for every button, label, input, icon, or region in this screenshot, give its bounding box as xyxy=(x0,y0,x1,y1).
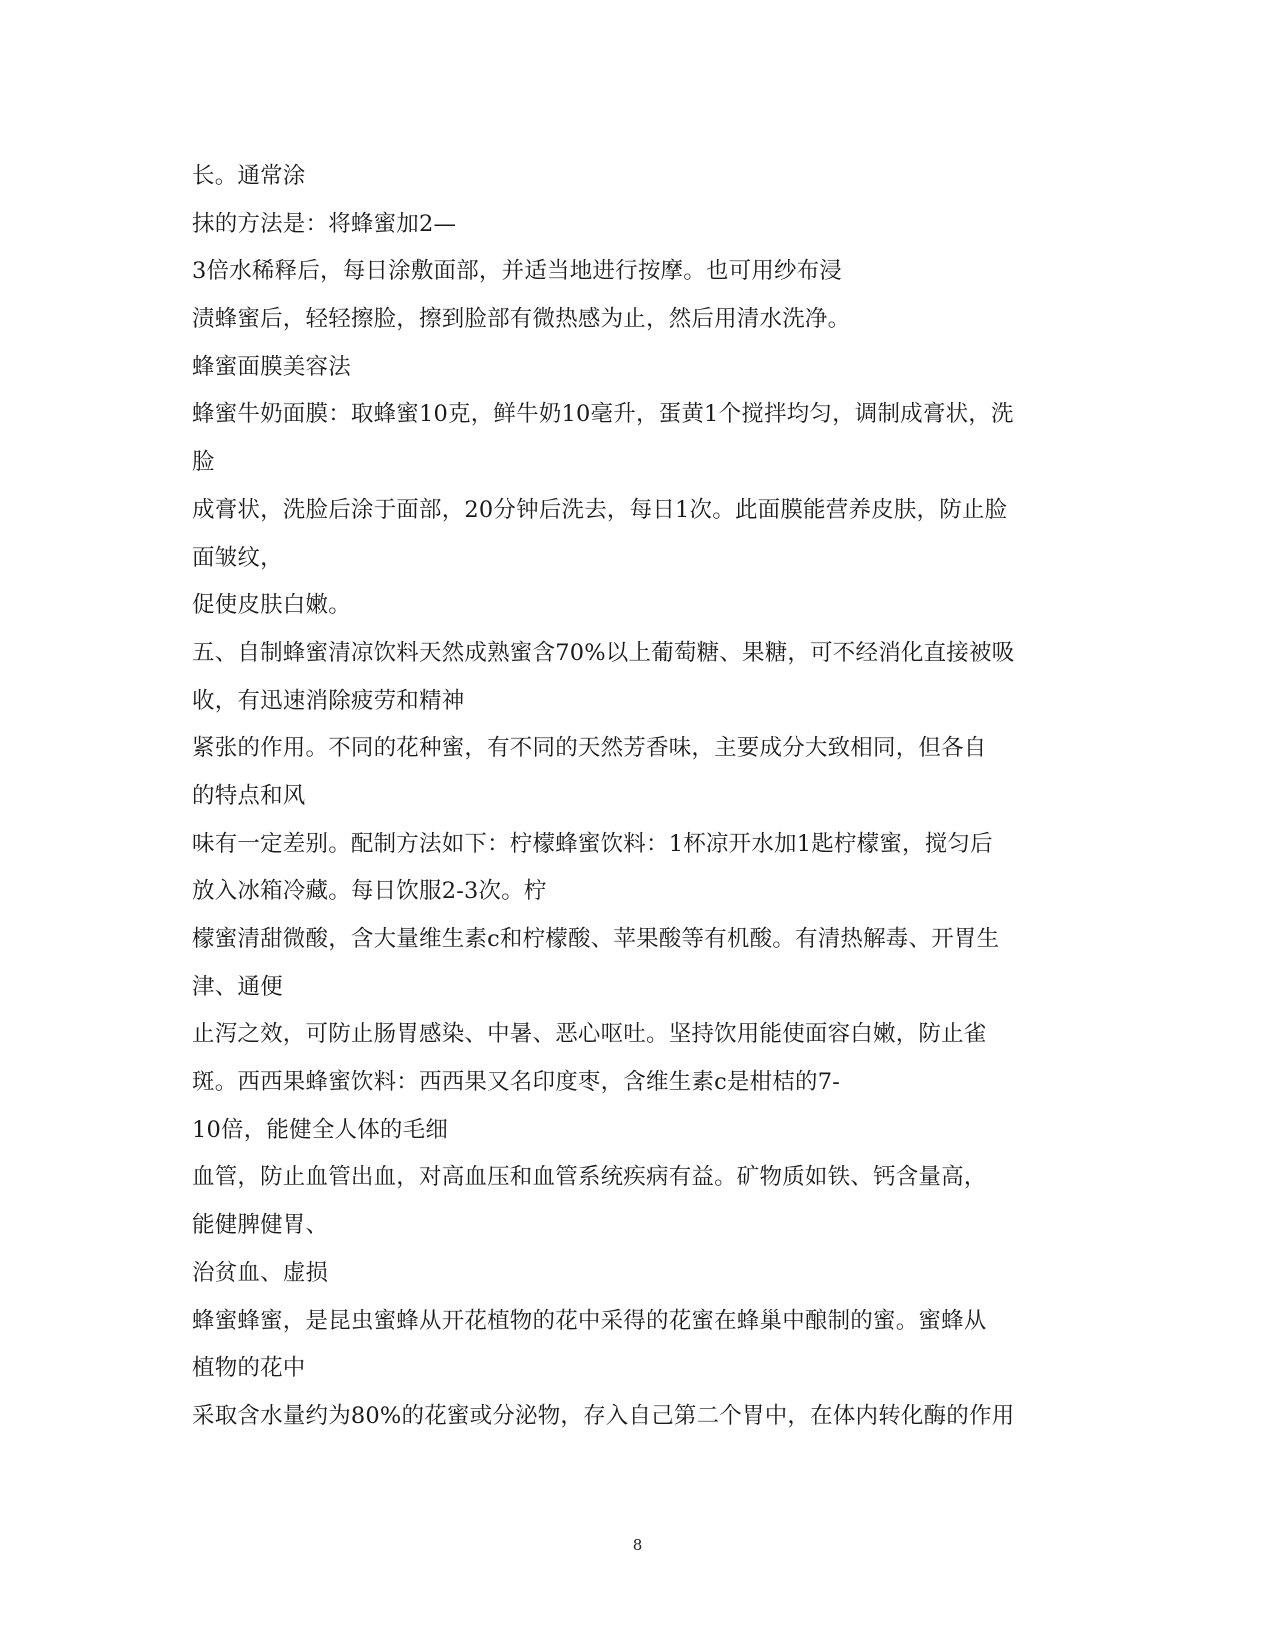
text-line: 味有一定差别。配制方法如下：柠檬蜂蜜饮料：1杯凉开水加1匙柠檬蜜，搅匀后 xyxy=(192,830,993,857)
text-line: 斑。西西果蜂蜜饮料：西西果又名印度枣，含维生素c是柑桔的7- xyxy=(192,1069,841,1096)
text-line: 面皱纹， xyxy=(192,544,283,571)
text-line: 3倍水稀释后，每日涂敷面部，并适当地进行按摩。也可用纱布浸 xyxy=(192,258,843,285)
text-line: 檬蜜清甜微酸，含大量维生素c和柠檬酸、苹果酸等有机酸。有清热解毒、开胃生 xyxy=(192,926,1000,952)
text-line: 渍蜂蜜后，轻轻擦脸，擦到脸部有微热感为止，然后用清水洗净。 xyxy=(192,306,851,333)
text-line: 血管，防止血管出血，对高血压和血管系统疾病有益。矿物质如铁、钙含量高， xyxy=(192,1164,987,1191)
text-line: 治贫血、虚损 xyxy=(192,1259,329,1286)
text-line: 10倍，能健全人体的毛细 xyxy=(192,1116,449,1143)
text-line: 能健脾健胃、 xyxy=(192,1212,329,1239)
text-line: 脸 xyxy=(192,449,215,476)
text-line: 促使皮肤白嫩。 xyxy=(192,592,351,619)
text-line: 抹的方法是：将蜂蜜加2— xyxy=(192,210,457,237)
text-line: 蜂蜜牛奶面膜：取蜂蜜10克，鲜牛奶10毫升，蛋黄1个搅拌均匀，调制成膏状，洗 xyxy=(192,401,1014,428)
text-line: 采取含水量约为80%的花蜜或分泌物，存入自己第二个胃中，在体内转化酶的作用 xyxy=(192,1402,1015,1429)
text-line: 紧张的作用。不同的花种蜜，有不同的天然芳香味，主要成分大致相同，但各自 xyxy=(192,735,987,762)
text-line: 津、通便 xyxy=(192,973,283,1000)
section-heading: 蜂蜜面膜美容法 xyxy=(192,353,351,380)
document-body xyxy=(192,153,1082,1441)
text-line: 止泻之效，可防止肠胃感染、中暑、恶心呕吐。坚持饮用能使面容白嫩，防止雀 xyxy=(192,1021,987,1048)
text-line: 成膏状，洗脸后涂于面部，20分钟后洗去，每日1次。此面膜能营养皮肤，防止脸 xyxy=(192,496,1008,523)
text-line: 收，有迅速消除疲劳和精神 xyxy=(192,687,465,714)
text-line: 五、自制蜂蜜清凉饮料天然成熟蜜含70%以上葡萄糖、果糖，可不经消化直接被吸 xyxy=(192,639,1015,666)
page-number: 8 xyxy=(632,1536,643,1554)
text-line: 长。通常涂 xyxy=(192,163,306,189)
text-line: 植物的花中 xyxy=(192,1355,306,1382)
text-line: 放入冰箱冷藏。每日饮服2-3次。柠 xyxy=(192,878,547,905)
text-line: 的特点和风 xyxy=(192,782,306,809)
text-line: 蜂蜜蜂蜜，是昆虫蜜蜂从开花植物的花中采得的花蜜在蜂巢中酿制的蜜。蜜蜂从 xyxy=(192,1307,987,1334)
